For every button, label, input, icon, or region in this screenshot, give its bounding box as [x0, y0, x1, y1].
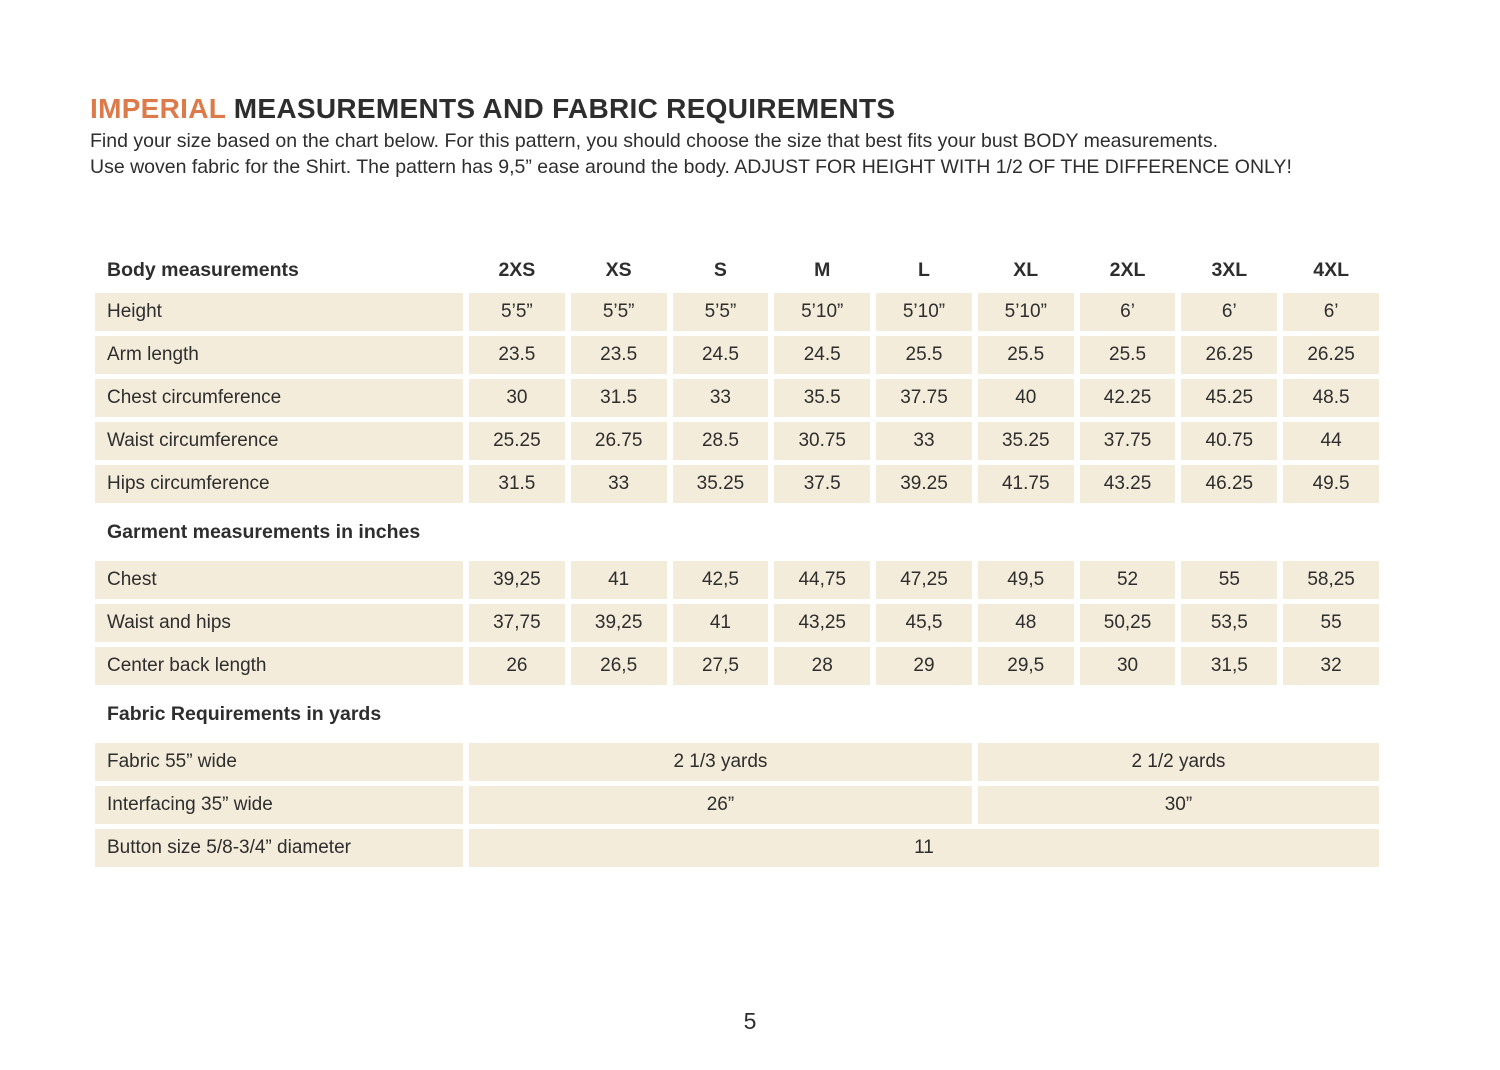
table-cell: 47,25: [876, 561, 972, 599]
row-label: Interfacing 35” wide: [95, 786, 463, 824]
table-cell: 42,5: [673, 561, 769, 599]
table-cell: 35.5: [774, 379, 870, 417]
table-cell: 31,5: [1181, 647, 1277, 685]
table-cell: 53,5: [1181, 604, 1277, 642]
section-header-fabric: Fabric Requirements in yards: [107, 702, 382, 725]
table-cell: 43.25: [1080, 465, 1176, 503]
row-label: Fabric 55” wide: [95, 743, 463, 781]
table-cell: 58,25: [1283, 561, 1379, 599]
table-cell: 29: [876, 647, 972, 685]
table-cell: 32: [1283, 647, 1379, 685]
section-header-garment: Garment measurements in inches: [107, 520, 421, 543]
table-cell: 26.25: [1181, 336, 1277, 374]
row-label: Arm length: [95, 336, 463, 374]
column-header-label: Body measurements: [107, 258, 299, 281]
title-highlight: IMPERIAL: [90, 93, 226, 124]
table-cell: 31.5: [571, 379, 667, 417]
table-cell: 5’5”: [571, 293, 667, 331]
table-cell: 24.5: [673, 336, 769, 374]
merged-cell: 11: [469, 829, 1379, 867]
row-label: Hips circumference: [95, 465, 463, 503]
column-header-size: L: [918, 258, 930, 281]
column-header-size: S: [713, 258, 727, 281]
table-cell: 39,25: [469, 561, 565, 599]
row-label: Waist and hips: [95, 604, 463, 642]
row-label: Height: [95, 293, 463, 331]
merged-cell: 2 1/3 yards: [469, 743, 972, 781]
table-cell: 26: [469, 647, 565, 685]
page-number: 5: [743, 1008, 757, 1034]
row-label: Chest circumference: [95, 379, 463, 417]
table-cell: 44,75: [774, 561, 870, 599]
table-cell: 55: [1283, 604, 1379, 642]
table-cell: 5’10”: [978, 293, 1074, 331]
table-cell: 33: [571, 465, 667, 503]
page-title: [90, 93, 895, 125]
table-cell: 48.5: [1283, 379, 1379, 417]
table-cell: 25.5: [978, 336, 1074, 374]
table-cell: 31.5: [469, 465, 565, 503]
row-label: Chest: [95, 561, 463, 599]
column-header-size: 3XL: [1211, 258, 1248, 281]
table-cell: 44: [1283, 422, 1379, 460]
table-cell: 40: [978, 379, 1074, 417]
table-cell: 33: [673, 379, 769, 417]
table-cell: 30.75: [774, 422, 870, 460]
column-header-size: 4XL: [1313, 258, 1349, 281]
table-cell: 30: [469, 379, 565, 417]
table-cell: 55: [1181, 561, 1277, 599]
table-cell: 41: [571, 561, 667, 599]
table-cell: 37.75: [1080, 422, 1176, 460]
table-cell: 42.25: [1080, 379, 1176, 417]
table-cell: 52: [1080, 561, 1176, 599]
table-cell: 28: [774, 647, 870, 685]
table-cell: 41: [673, 604, 769, 642]
column-header-size: 2XL: [1109, 258, 1146, 281]
column-header-size: XS: [605, 258, 632, 281]
table-cell: 39.25: [876, 465, 972, 503]
table-cell: 29,5: [978, 647, 1074, 685]
table-cell: 24.5: [774, 336, 870, 374]
table-cell: 50,25: [1080, 604, 1176, 642]
row-label: Waist circumference: [95, 422, 463, 460]
table-cell: 49,5: [978, 561, 1074, 599]
size-chart-table: [95, 252, 1379, 867]
table-cell: 23.5: [469, 336, 565, 374]
table-cell: 35.25: [978, 422, 1074, 460]
table-cell: 39,25: [571, 604, 667, 642]
table-cell: 26.75: [571, 422, 667, 460]
row-label: Center back length: [95, 647, 463, 685]
title-rest: MEASUREMENTS AND FABRIC REQUIREMENTS: [233, 93, 896, 124]
column-header-size: XL: [1013, 258, 1039, 281]
table-cell: 28.5: [673, 422, 769, 460]
table-cell: 40.75: [1181, 422, 1277, 460]
table-cell: 48: [978, 604, 1074, 642]
table-cell: 5’5”: [469, 293, 565, 331]
intro-line-1: Find your size based on the chart below. For this pattern, you should choose the size that best fits your bust BODY measurements.: [90, 130, 1218, 152]
table-cell: 37.75: [876, 379, 972, 417]
table-cell: 6’: [1283, 293, 1379, 331]
table-cell: 45.25: [1181, 379, 1277, 417]
table-cell: 23.5: [571, 336, 667, 374]
column-header-size: 2XS: [498, 258, 536, 281]
table-cell: 45,5: [876, 604, 972, 642]
table-cell: 26,5: [571, 647, 667, 685]
table-cell: 41.75: [978, 465, 1074, 503]
table-cell: 30: [1080, 647, 1176, 685]
merged-cell: 26”: [469, 786, 972, 824]
table-cell: 37.5: [774, 465, 870, 503]
table-cell: 25.5: [876, 336, 972, 374]
table-cell: 25.5: [1080, 336, 1176, 374]
table-cell: 27,5: [673, 647, 769, 685]
table-cell: 49.5: [1283, 465, 1379, 503]
table-cell: 37,75: [469, 604, 565, 642]
merged-cell: 2 1/2 yards: [978, 743, 1379, 781]
intro-line-2: Use woven fabric for the Shirt. The pattern has 9,5” ease around the body. ADJUST FOR HEIGHT WITH 1/2 OF THE DIFFERENCE ONLY!: [90, 156, 1292, 178]
table-cell: 25.25: [469, 422, 565, 460]
table-cell: 35.25: [673, 465, 769, 503]
column-header-size: M: [814, 258, 831, 281]
table-cell: 33: [876, 422, 972, 460]
row-label: Button size 5/8-3/4” diameter: [95, 829, 463, 867]
table-cell: 6’: [1181, 293, 1277, 331]
table-cell: 5’10”: [774, 293, 870, 331]
table-cell: 46.25: [1181, 465, 1277, 503]
table-cell: 43,25: [774, 604, 870, 642]
table-cell: 26.25: [1283, 336, 1379, 374]
table-cell: 6’: [1080, 293, 1176, 331]
table-cell: 5’5”: [673, 293, 769, 331]
table-cell: 5’10”: [876, 293, 972, 331]
merged-cell: 30”: [978, 786, 1379, 824]
